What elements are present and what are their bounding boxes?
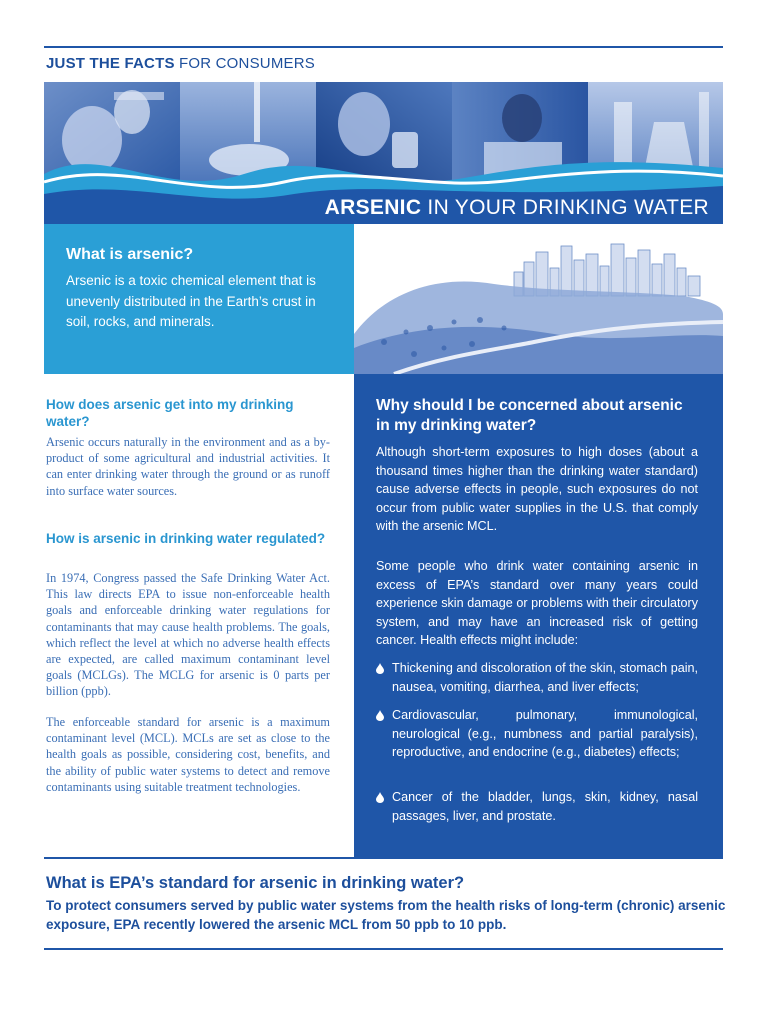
divider-rule: [44, 948, 723, 950]
banner-title-rest: IN YOUR DRINKING WATER: [421, 196, 709, 219]
droplet-bullet-icon: [376, 663, 384, 674]
kicker-header: [46, 55, 315, 72]
answer-how-get-in: Arsenic occurs naturally in the environment and as a by-product of some agricultural and industrial activities. It can enter drinking water through the ground or as runoff into surface water sources.: [46, 435, 330, 498]
question-how-regulated: How is arsenic in drinking water regulated?: [46, 531, 326, 546]
divider-rule: [44, 857, 723, 859]
answer-how-regulated: In 1974, Congress passed the Safe Drinking Water Act. This law directs EPA to issue non-enforceable health goals and enforceable drinking water regulations for contaminants that may cause health problems. The goals, which reflect the level at which no adverse health effects are expected, are called maximum contaminant level goals (MCLGs). The MCLG for arsenic is 0 parts per billion (ppb).: [46, 571, 330, 699]
banner-title: [325, 196, 709, 220]
droplet-bullet-icon: [376, 792, 384, 803]
what-is-body: Arsenic is a toxic chemical element that is unevenly distributed in the Earth’s crust in soil, rocks, and minerals.: [66, 273, 316, 329]
why-concerned-box: [354, 374, 723, 858]
kicker-bold: JUST THE FACTS: [46, 55, 175, 72]
kicker-rest: FOR CONSUMERS: [174, 55, 315, 72]
top-rule: [44, 46, 723, 48]
question-how-get-in: How does arsenic get into my drinking water?: [46, 397, 294, 429]
banner-title-bold: ARSENIC: [324, 196, 422, 219]
what-is-heading: What is arsenic?: [66, 246, 194, 263]
droplet-bullet-icon: [376, 710, 384, 721]
epa-standard-body: To protect consumers served by public water systems from the health risks of long-term (chronic) arsenic exposure, EPA recently lowered the arsenic MCL from 50 ppb to 10 ppb.: [46, 898, 726, 932]
why-concerned-heading: Why should I be concerned about arsenic in my drinking water?: [376, 397, 683, 434]
landscape-illustration: [354, 224, 723, 374]
health-effect-text: Thickening and discoloration of the skin, stomach pain, nausea, vomiting, diarrhea, and liver effects;: [392, 661, 698, 694]
health-effect-text: Cancer of the bladder, lungs, skin, kidney, nasal passages, liver, and prostate.: [392, 790, 698, 823]
concern-paragraph-1: Although short-term exposures to high doses (about a thousand times higher than the drinking water standard) cause adverse effects in people, such exposures do not occur from public water supplies in the U.S. that comply with the arsenic MCL.: [376, 445, 698, 534]
concern-paragraph-2: Some people who drink water containing arsenic in excess of EPA’s standard over many years could experience skin damage or problems with their circulatory system, and may have an increased risk of getting cancer. Health effects might include:: [376, 559, 698, 648]
health-effect-text: Cardiovascular, pulmonary, immunological, neurological (e.g., numbness and partial paralysis), reproductive, and endocrine (e.g., diabetes) effects;: [392, 708, 698, 760]
banner: [44, 82, 723, 224]
what-is-arsenic-box: [44, 224, 354, 374]
answer-enforceable-standard: The enforceable standard for arsenic is a maximum contaminant level (MCL). MCLs are set as close to the health goals as possible, considering cost, benefits, and the ability of public water systems to detect and remove contaminants using suitable treatment technologies.: [46, 715, 330, 794]
epa-standard-heading: What is EPA’s standard for arsenic in drinking water?: [46, 874, 465, 892]
